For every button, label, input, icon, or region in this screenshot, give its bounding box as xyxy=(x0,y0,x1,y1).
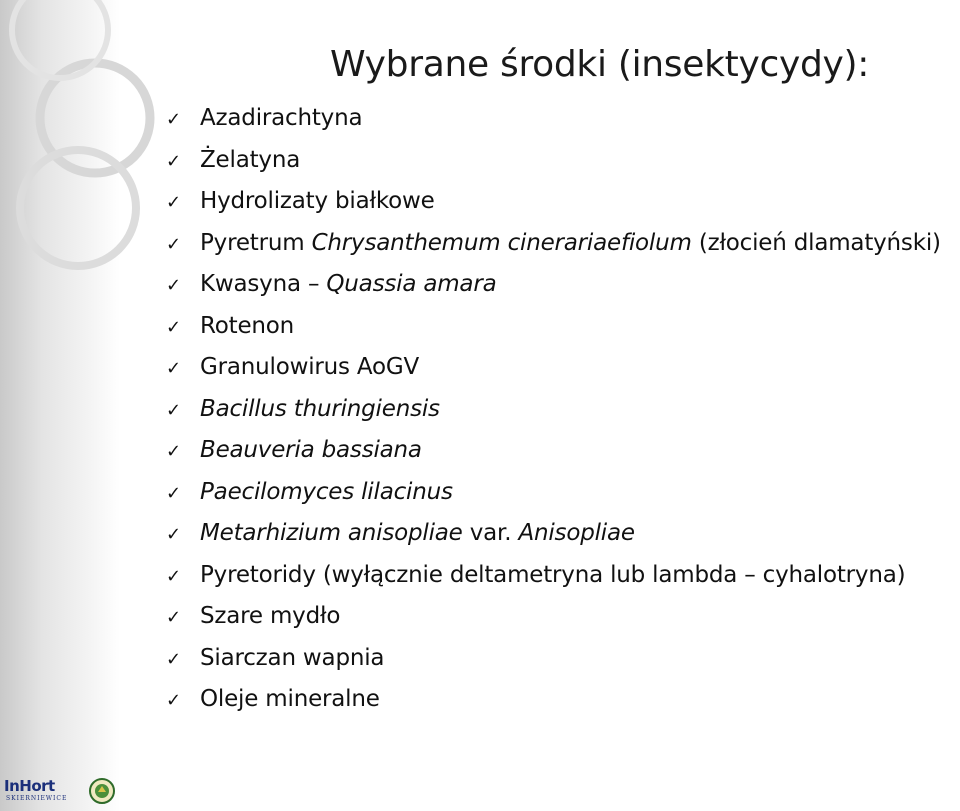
checkmark-icon: ✓ xyxy=(166,275,181,296)
list-item xyxy=(166,679,941,721)
list-item-text: var. xyxy=(469,520,519,546)
list-item xyxy=(166,140,941,182)
list-item xyxy=(166,264,941,306)
list-item-text: Chrysanthemum cinerariaefiolum xyxy=(311,229,692,256)
slide-title: Wybrane środki (insektycydy): xyxy=(330,44,870,85)
list-item xyxy=(166,306,941,348)
list-item xyxy=(166,389,941,431)
checkmark-icon: ✓ xyxy=(166,233,181,255)
list-item-text: Granulowirus AoGV xyxy=(200,354,420,380)
checkmark-icon: ✓ xyxy=(166,648,181,670)
checkmark-icon: ✓ xyxy=(166,482,181,504)
list-item-text: Bacillus thuringiensis xyxy=(200,395,440,422)
list-item-text: Pyretoridy (wyłącznie deltametryna lub lambda – cyhalotryna) xyxy=(200,561,906,588)
list-item xyxy=(166,472,941,514)
checkmark-icon: ✓ xyxy=(166,316,181,338)
list-item-text: Beauveria bassiana xyxy=(200,437,422,463)
checkmark-icon: ✓ xyxy=(166,607,181,628)
list-item-text: Hydrolizaty białkowe xyxy=(200,188,435,214)
decorative-circles xyxy=(0,0,160,320)
list-item xyxy=(166,596,941,638)
list-item xyxy=(166,181,941,223)
list-item-text: (złocień dlamatyński) xyxy=(691,229,941,256)
list-item xyxy=(166,555,941,597)
list-item-text: Szare mydło xyxy=(200,603,341,629)
list-item xyxy=(166,638,941,680)
list-item-text: Pyretrum xyxy=(200,229,312,256)
checkmark-icon: ✓ xyxy=(166,358,181,379)
list-item xyxy=(166,347,941,389)
logo-text: InHort xyxy=(4,777,55,795)
list-item xyxy=(166,98,941,140)
institute-emblem-icon xyxy=(88,777,116,805)
list-item-text: Paecilomyces lilacinus xyxy=(200,478,453,505)
checkmark-icon: ✓ xyxy=(166,192,181,213)
list-item-text: Żelatyna xyxy=(200,146,301,173)
list-item-text: Quassia amara xyxy=(326,271,497,297)
list-item xyxy=(166,223,941,265)
logo-subtext: SKIERNIEWICE xyxy=(6,795,68,802)
checkmark-icon: ✓ xyxy=(166,565,181,587)
checkmark-icon: ✓ xyxy=(166,399,181,421)
footer-logo xyxy=(4,777,120,807)
checkmark-icon: ✓ xyxy=(166,109,181,130)
insecticide-list xyxy=(166,98,941,721)
list-item-text: Azadirachtyna xyxy=(200,105,363,131)
checkmark-icon: ✓ xyxy=(166,441,181,462)
list-item-text: Kwasyna – xyxy=(200,271,327,297)
checkmark-icon: ✓ xyxy=(166,524,181,545)
list-item-text: Oleje mineralne xyxy=(200,686,380,712)
list-item-text: Anisopliae xyxy=(518,520,635,546)
checkmark-icon: ✓ xyxy=(166,150,181,172)
list-item-text: Rotenon xyxy=(200,312,295,339)
checkmark-icon: ✓ xyxy=(166,690,181,711)
list-item-text: Metarhizium anisopliae xyxy=(200,520,470,546)
list-item xyxy=(166,430,941,472)
list-item xyxy=(166,513,941,555)
list-item-text: Siarczan wapnia xyxy=(200,644,385,671)
